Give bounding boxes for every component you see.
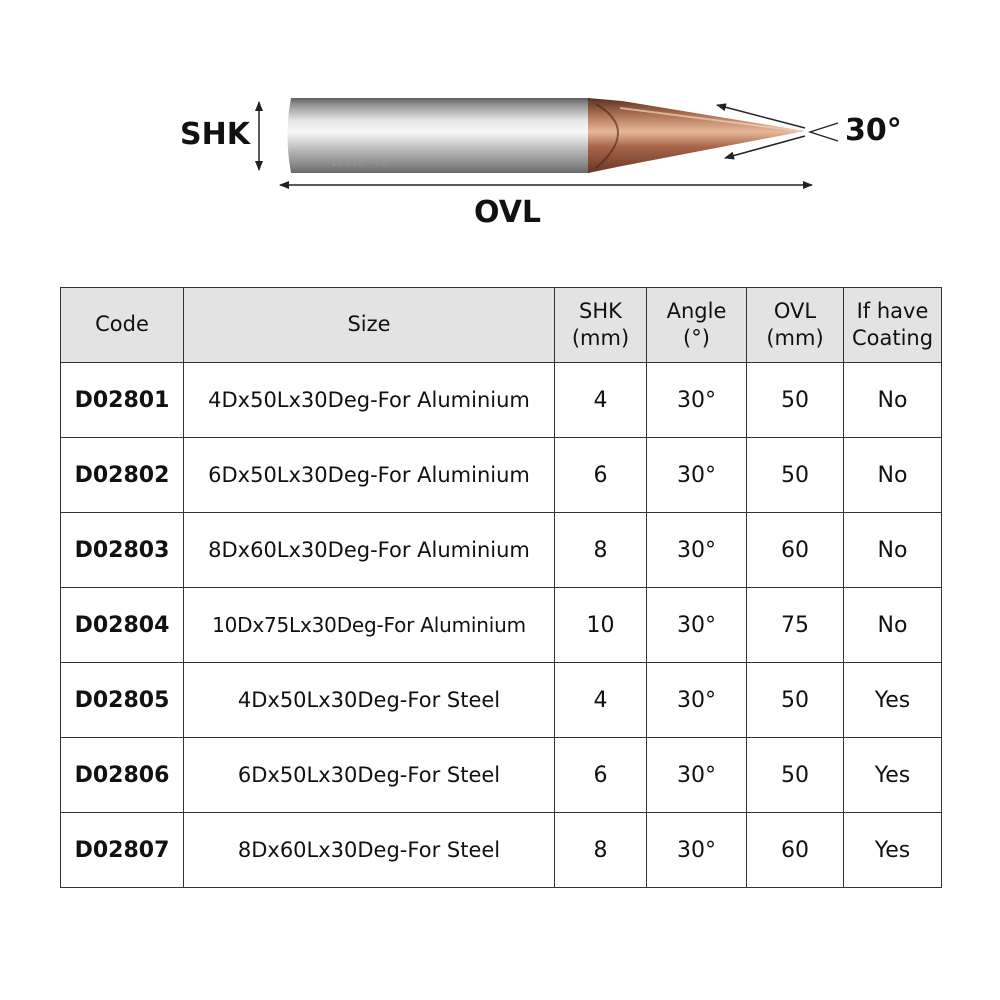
table-row	[61, 813, 942, 888]
header-ovl-line2: (mm)	[766, 326, 824, 350]
angle-vertex	[810, 123, 838, 141]
specification-table	[60, 287, 942, 888]
cell-code: D02801	[61, 363, 184, 438]
svg-text:10x30°-75: 10x30°-75	[330, 156, 388, 169]
header-shk	[555, 288, 647, 363]
table-row	[61, 588, 942, 663]
cell-angle: 30°	[647, 438, 747, 513]
cell-angle: 30°	[647, 738, 747, 813]
length-label: OVL	[474, 195, 542, 230]
table-row	[61, 663, 942, 738]
cell-angle: 30°	[647, 588, 747, 663]
table-row	[61, 363, 942, 438]
cell-size: 8Dx60Lx30Deg-For Aluminium	[184, 513, 555, 588]
cell-code: D02804	[61, 588, 184, 663]
header-angle-line2: (°)	[683, 326, 710, 350]
cell-ovl: 50	[747, 363, 844, 438]
header-angle	[647, 288, 747, 363]
cell-code: D02805	[61, 663, 184, 738]
cell-shk: 6	[555, 438, 647, 513]
angle-label: 30°	[845, 113, 902, 148]
tool-diagram	[0, 0, 1000, 260]
cell-angle: 30°	[647, 663, 747, 738]
cell-size: 8Dx60Lx30Deg-For Steel	[184, 813, 555, 888]
header-coating-line1: If have	[856, 298, 929, 323]
cell-angle: 30°	[647, 363, 747, 438]
cell-coating: Yes	[844, 738, 942, 813]
header-coating-line2: Coating	[851, 326, 934, 350]
cell-coating: No	[844, 513, 942, 588]
cell-ovl: 75	[747, 588, 844, 663]
table-row	[61, 438, 942, 513]
header-angle-line1: Angle	[666, 298, 727, 323]
cell-ovl: 50	[747, 663, 844, 738]
coated-cone	[588, 98, 805, 173]
cell-code: D02803	[61, 513, 184, 588]
cell-size: 6Dx50Lx30Deg-For Steel	[184, 738, 555, 813]
cell-angle: 30°	[647, 513, 747, 588]
cell-ovl: 60	[747, 513, 844, 588]
cell-size: 4Dx50Lx30Deg-For Aluminium	[184, 363, 555, 438]
shank-label: SHK	[180, 117, 250, 152]
cell-ovl: 50	[747, 438, 844, 513]
cell-shk: 6	[555, 738, 647, 813]
cell-ovl: 60	[747, 813, 844, 888]
header-size: Size	[184, 288, 555, 363]
cell-angle: 30°	[647, 813, 747, 888]
header-code: Code	[61, 288, 184, 363]
cell-shk: 8	[555, 513, 647, 588]
cell-code: D02806	[61, 738, 184, 813]
cell-coating: Yes	[844, 663, 942, 738]
cell-shk: 8	[555, 813, 647, 888]
cell-code: D02802	[61, 438, 184, 513]
cell-shk: 4	[555, 663, 647, 738]
cell-size: 6Dx50Lx30Deg-For Aluminium	[184, 438, 555, 513]
cell-ovl: 50	[747, 738, 844, 813]
cell-coating: No	[844, 588, 942, 663]
header-ovl-line1: OVL	[773, 298, 817, 323]
cell-shk: 4	[555, 363, 647, 438]
cell-size: 10Dx75Lx30Deg-For Aluminium	[184, 588, 555, 663]
cell-coating: No	[844, 438, 942, 513]
cell-shk: 10	[555, 588, 647, 663]
header-coating	[844, 288, 942, 363]
header-ovl	[747, 288, 844, 363]
cell-code: D02807	[61, 813, 184, 888]
cell-size: 4Dx50Lx30Deg-For Steel	[184, 663, 555, 738]
header-shk-line2: (mm)	[571, 326, 630, 350]
header-shk-line1: SHK	[579, 298, 622, 323]
cell-coating: No	[844, 363, 942, 438]
cell-coating: Yes	[844, 813, 942, 888]
table-row	[61, 738, 942, 813]
table-row	[61, 513, 942, 588]
table-header-row	[61, 288, 942, 363]
